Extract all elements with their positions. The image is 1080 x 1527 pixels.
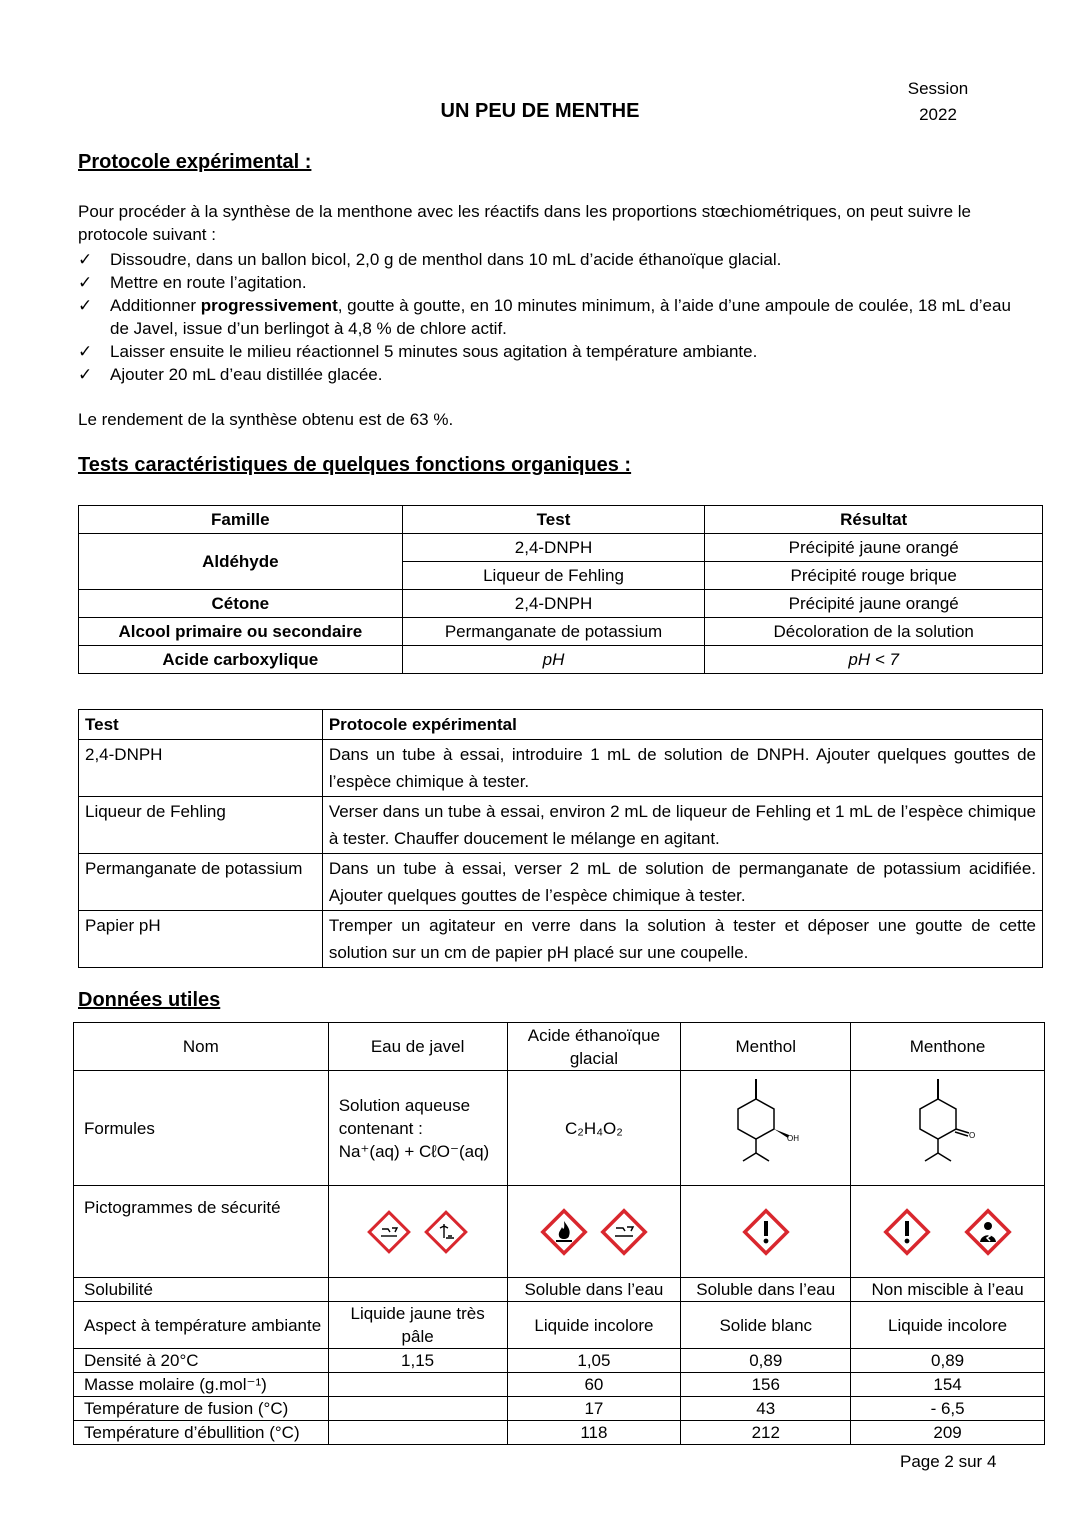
menthol-structure (681, 1071, 851, 1186)
table-header: Test (402, 506, 705, 534)
family-cell: Aldéhyde (79, 534, 403, 590)
menthol-pictos (681, 1186, 851, 1278)
test-cell: Liqueur de Fehling (402, 562, 705, 590)
result-cell: Précipité rouge brique (705, 562, 1043, 590)
session-label: Session (907, 79, 969, 98)
data-cell: 1,15 (328, 1349, 507, 1373)
row-label: Solubilité (74, 1278, 329, 1302)
protocol-test-cell: 2,4-DNPH (79, 740, 323, 797)
data-cell: 118 (507, 1421, 681, 1445)
yield-text: Le rendement de la synthèse obtenu est de 63 %. (78, 410, 454, 429)
menthone-structure-icon (903, 1075, 993, 1175)
environment-pictogram-icon (424, 1210, 468, 1254)
family-cell: Acide carboxylique (79, 646, 403, 674)
session-year: 2022 (919, 105, 957, 124)
flame-pictogram-icon (540, 1208, 588, 1256)
check-icon: ✓ (78, 273, 93, 292)
row-label: Température d’ébullition (°C) (74, 1421, 329, 1445)
check-icon: ✓ (78, 296, 93, 315)
data-cell: Liquide incolore (851, 1302, 1045, 1349)
data-cell: Soluble dans l’eau (507, 1278, 681, 1302)
test-cell: 2,4-DNPH (402, 534, 705, 562)
table-header: Menthone (851, 1023, 1045, 1071)
menthone-pictos (851, 1186, 1045, 1278)
row-label: Température de fusion (°C) (74, 1397, 329, 1421)
protocol-cell: Tremper un agitateur en verre dans la solution à tester et déposer une goutte de cette solution sur un cm de papier pH placé sur une coupelle. (322, 911, 1042, 968)
row-label: Formules (74, 1071, 329, 1186)
table-header: Protocole expérimental (322, 710, 1042, 740)
corrosive-pictogram-icon (600, 1208, 648, 1256)
data-cell: - 6,5 (851, 1397, 1045, 1421)
family-cell: Cétone (79, 590, 403, 618)
protocols-table (78, 709, 1043, 968)
data-cell (328, 1373, 507, 1397)
data-cell: Liquide incolore (507, 1302, 681, 1349)
data-cell (328, 1278, 507, 1302)
exclamation-pictogram-icon (742, 1208, 790, 1256)
tests-table (78, 505, 1043, 674)
family-cell: Alcool primaire ou secondaire (79, 618, 403, 646)
protocol-step: ✓ Mettre en route l’agitation. (78, 273, 307, 292)
check-icon: ✓ (78, 365, 93, 384)
data-cell: Soluble dans l’eau (681, 1278, 851, 1302)
check-icon: ✓ (78, 250, 93, 269)
protocol-step: ✓ Ajouter 20 mL d’eau distillée glacée. (78, 365, 383, 384)
table-header: Menthol (681, 1023, 851, 1071)
protocol-step: ✓ Laisser ensuite le milieu réactionnel 5 minutes sous agitation à température ambiante. (78, 342, 758, 361)
data-cell: 1,05 (507, 1349, 681, 1373)
exclamation-pictogram-icon (883, 1208, 931, 1256)
svg-text:OH: OH (786, 1134, 799, 1143)
protocol-test-cell: Permanganate de potassium (79, 854, 323, 911)
tests-heading: Tests caractéristiques de quelques fonctions organiques : (78, 454, 632, 476)
data-cell: 60 (507, 1373, 681, 1397)
data-cell: 156 (681, 1373, 851, 1397)
data-cell: Non miscible à l’eau (851, 1278, 1045, 1302)
test-cell: 2,4-DNPH (402, 590, 705, 618)
javel-pictos (328, 1186, 507, 1278)
data-cell: 212 (681, 1421, 851, 1445)
javel-formula: Solution aqueuse contenant : Na⁺(aq) + CℓO⁻(aq) (328, 1071, 507, 1186)
test-cell: pH (402, 646, 705, 674)
page-title: UN PEU DE MENTHE (440, 100, 640, 122)
protocol-cell: Dans un tube à essai, verser 2 mL de solution de permanganate de potassium acidifiée. Ajouter quelques gouttes de l’espèce chimique à tester. (322, 854, 1042, 911)
data-cell: 0,89 (851, 1349, 1045, 1373)
result-cell: Précipité jaune orangé (705, 534, 1043, 562)
menthone-structure (851, 1071, 1045, 1186)
acid-formula: C₂H₄O₂ (507, 1071, 681, 1186)
data-cell: Solide blanc (681, 1302, 851, 1349)
menthol-structure-icon (721, 1075, 811, 1175)
test-cell: Permanganate de potassium (402, 618, 705, 646)
data-cell: 154 (851, 1373, 1045, 1397)
data-cell: 209 (851, 1421, 1045, 1445)
data-cell: Liquide jaune très pâle (328, 1302, 507, 1349)
data-table (73, 1022, 1045, 1445)
row-label: Densité à 20°C (74, 1349, 329, 1373)
protocol-test-cell: Liqueur de Fehling (79, 797, 323, 854)
protocol-step: ✓ Dissoudre, dans un ballon bicol, 2,0 g de menthol dans 10 mL d’acide éthanoïque glacial. (78, 250, 782, 269)
result-cell: pH < 7 (705, 646, 1043, 674)
table-header: Famille (79, 506, 403, 534)
protocol-step: ✓ Additionner progressivement, goutte à goutte, en 10 minutes minimum, à l’aide d’une ampoule de coulée, 18 mL d’eau de Javel, issue d’un berlingot à 4,8 % de chlore actif. (78, 296, 1011, 338)
table-header: Eau de javel (328, 1023, 507, 1071)
health-hazard-pictogram-icon (964, 1208, 1012, 1256)
table-header: Résultat (705, 506, 1043, 534)
data-cell (328, 1397, 507, 1421)
svg-text:O: O (968, 1131, 975, 1140)
result-cell: Décoloration de la solution (705, 618, 1043, 646)
table-header: Nom (74, 1023, 329, 1071)
page-number: Page 2 sur 4 (900, 1452, 997, 1471)
corrosive-pictogram-icon (367, 1210, 411, 1254)
data-heading: Données utiles (78, 989, 221, 1011)
protocol-cell: Verser dans un tube à essai, environ 2 mL de liqueur de Fehling et 1 mL de l’espèce chimique à tester. Chauffer doucement le mélange en agitant. (322, 797, 1042, 854)
row-label: Masse molaire (g.mol⁻¹) (74, 1373, 329, 1397)
table-header: Acide éthanoïque glacial (507, 1023, 681, 1071)
table-header: Test (79, 710, 323, 740)
check-icon: ✓ (78, 342, 93, 361)
data-cell (328, 1421, 507, 1445)
data-cell: 0,89 (681, 1349, 851, 1373)
acid-pictos (507, 1186, 681, 1278)
data-cell: 43 (681, 1397, 851, 1421)
result-cell: Précipité jaune orangé (705, 590, 1043, 618)
protocol-test-cell: Papier pH (79, 911, 323, 968)
row-label: Aspect à température ambiante (74, 1302, 329, 1349)
data-cell: 17 (507, 1397, 681, 1421)
protocol-cell: Dans un tube à essai, introduire 1 mL de solution de DNPH. Ajouter quelques gouttes de l’espèce chimique à tester. (322, 740, 1042, 797)
protocol-heading: Protocole expérimental : (78, 151, 312, 173)
protocol-intro: Pour procéder à la synthèse de la menthone avec les réactifs dans les proportions stœchiométriques, on peut suivre le protocole suivant : (78, 202, 971, 244)
row-label: Pictogrammes de sécurité (74, 1186, 329, 1278)
protocol-steps (78, 248, 1018, 386)
